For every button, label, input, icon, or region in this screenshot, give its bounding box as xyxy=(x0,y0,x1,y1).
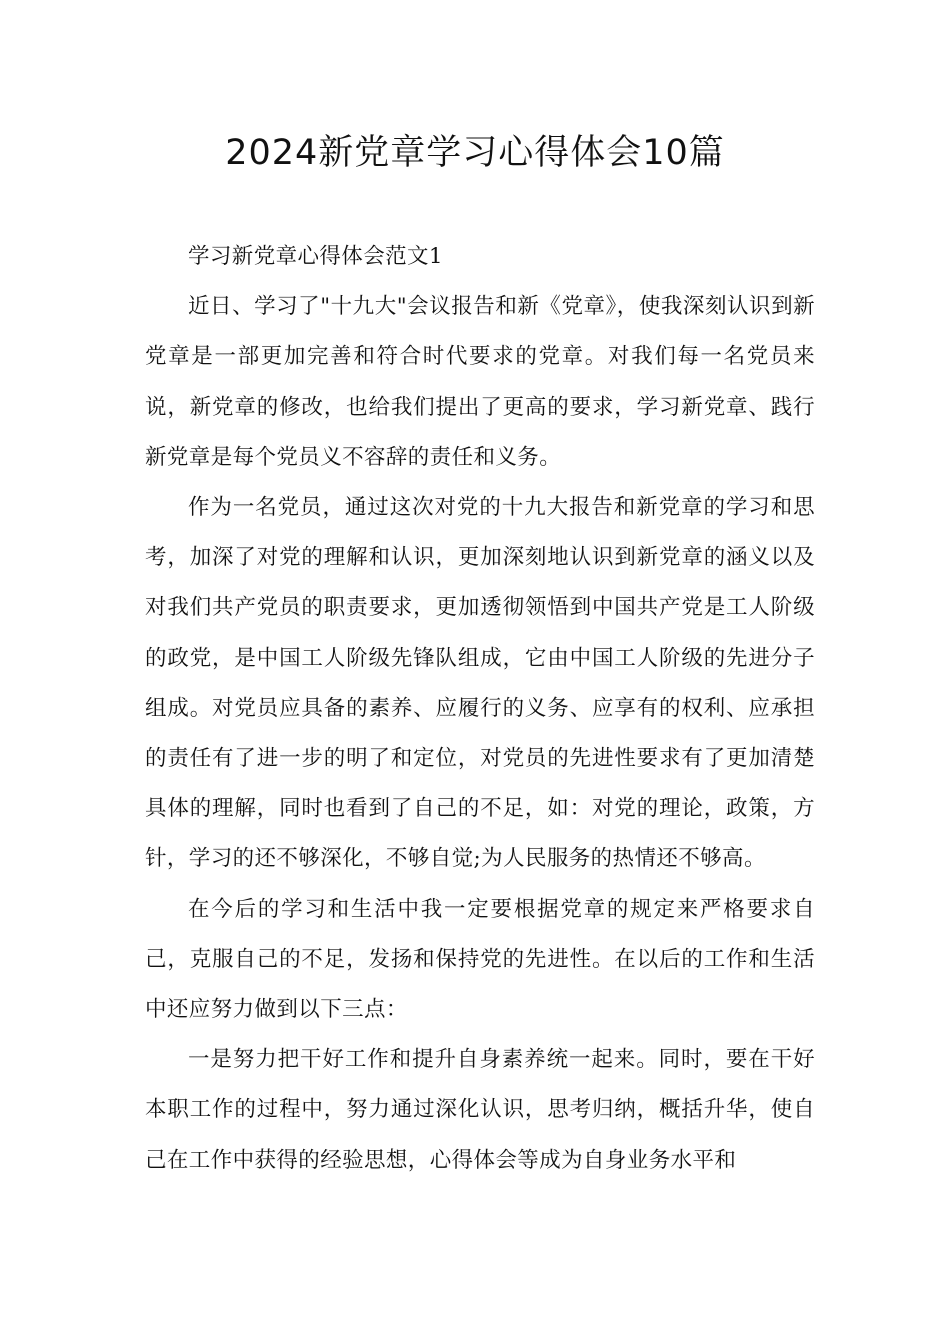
paragraph: 一是努力把干好工作和提升自身素养统一起来。同时，要在干好本职工作的过程中，努力通过深化认识，思考归纳，概括升华，使自己在工作中获得的经验思想，心得体会等成为自身业务水平和 xyxy=(145,1047,815,1173)
section-heading: 学习新党章心得体会范文1 xyxy=(188,244,443,269)
document-body xyxy=(145,232,815,1186)
paragraph: 作为一名党员，通过这次对党的十九大报告和新党章的学习和思考，加深了对党的理解和认识，更加深刻地认识到新党章的涵义以及对我们共产党员的职责要求，更加透彻领悟到中国共产党是工人阶级的政党，是中国工人阶级先锋队组成，它由中国工人阶级的先进分子组成。对党员应具备的素养、应履行的义务、应享有的权利、应承担的责任有了进一步的明了和定位，对党员的先进性要求有了更加清楚具体的理解，同时也看到了自己的不足，如：对党的理论，政策，方针，学习的还不够深化，不够自觉;为人民服务的热情还不够高。 xyxy=(145,495,815,872)
paragraph: 在今后的学习和生活中我一定要根据党章的规定来严格要求自己，克服自己的不足，发扬和保持党的先进性。在以后的工作和生活中还应努力做到以下三点： xyxy=(145,896,815,1023)
paragraph: 近日、学习了"十九大"会议报告和新《党章》，使我深刻认识到新党章是一部更加完善和符合时代要求的党章。对我们每一名党员来说，新党章的修改，也给我们提出了更高的要求，学习新党章、践行新党章是每个党员义不容辞的责任和义务。 xyxy=(145,294,815,470)
document-title: 2024新党章学习心得体会10篇 xyxy=(225,133,725,173)
